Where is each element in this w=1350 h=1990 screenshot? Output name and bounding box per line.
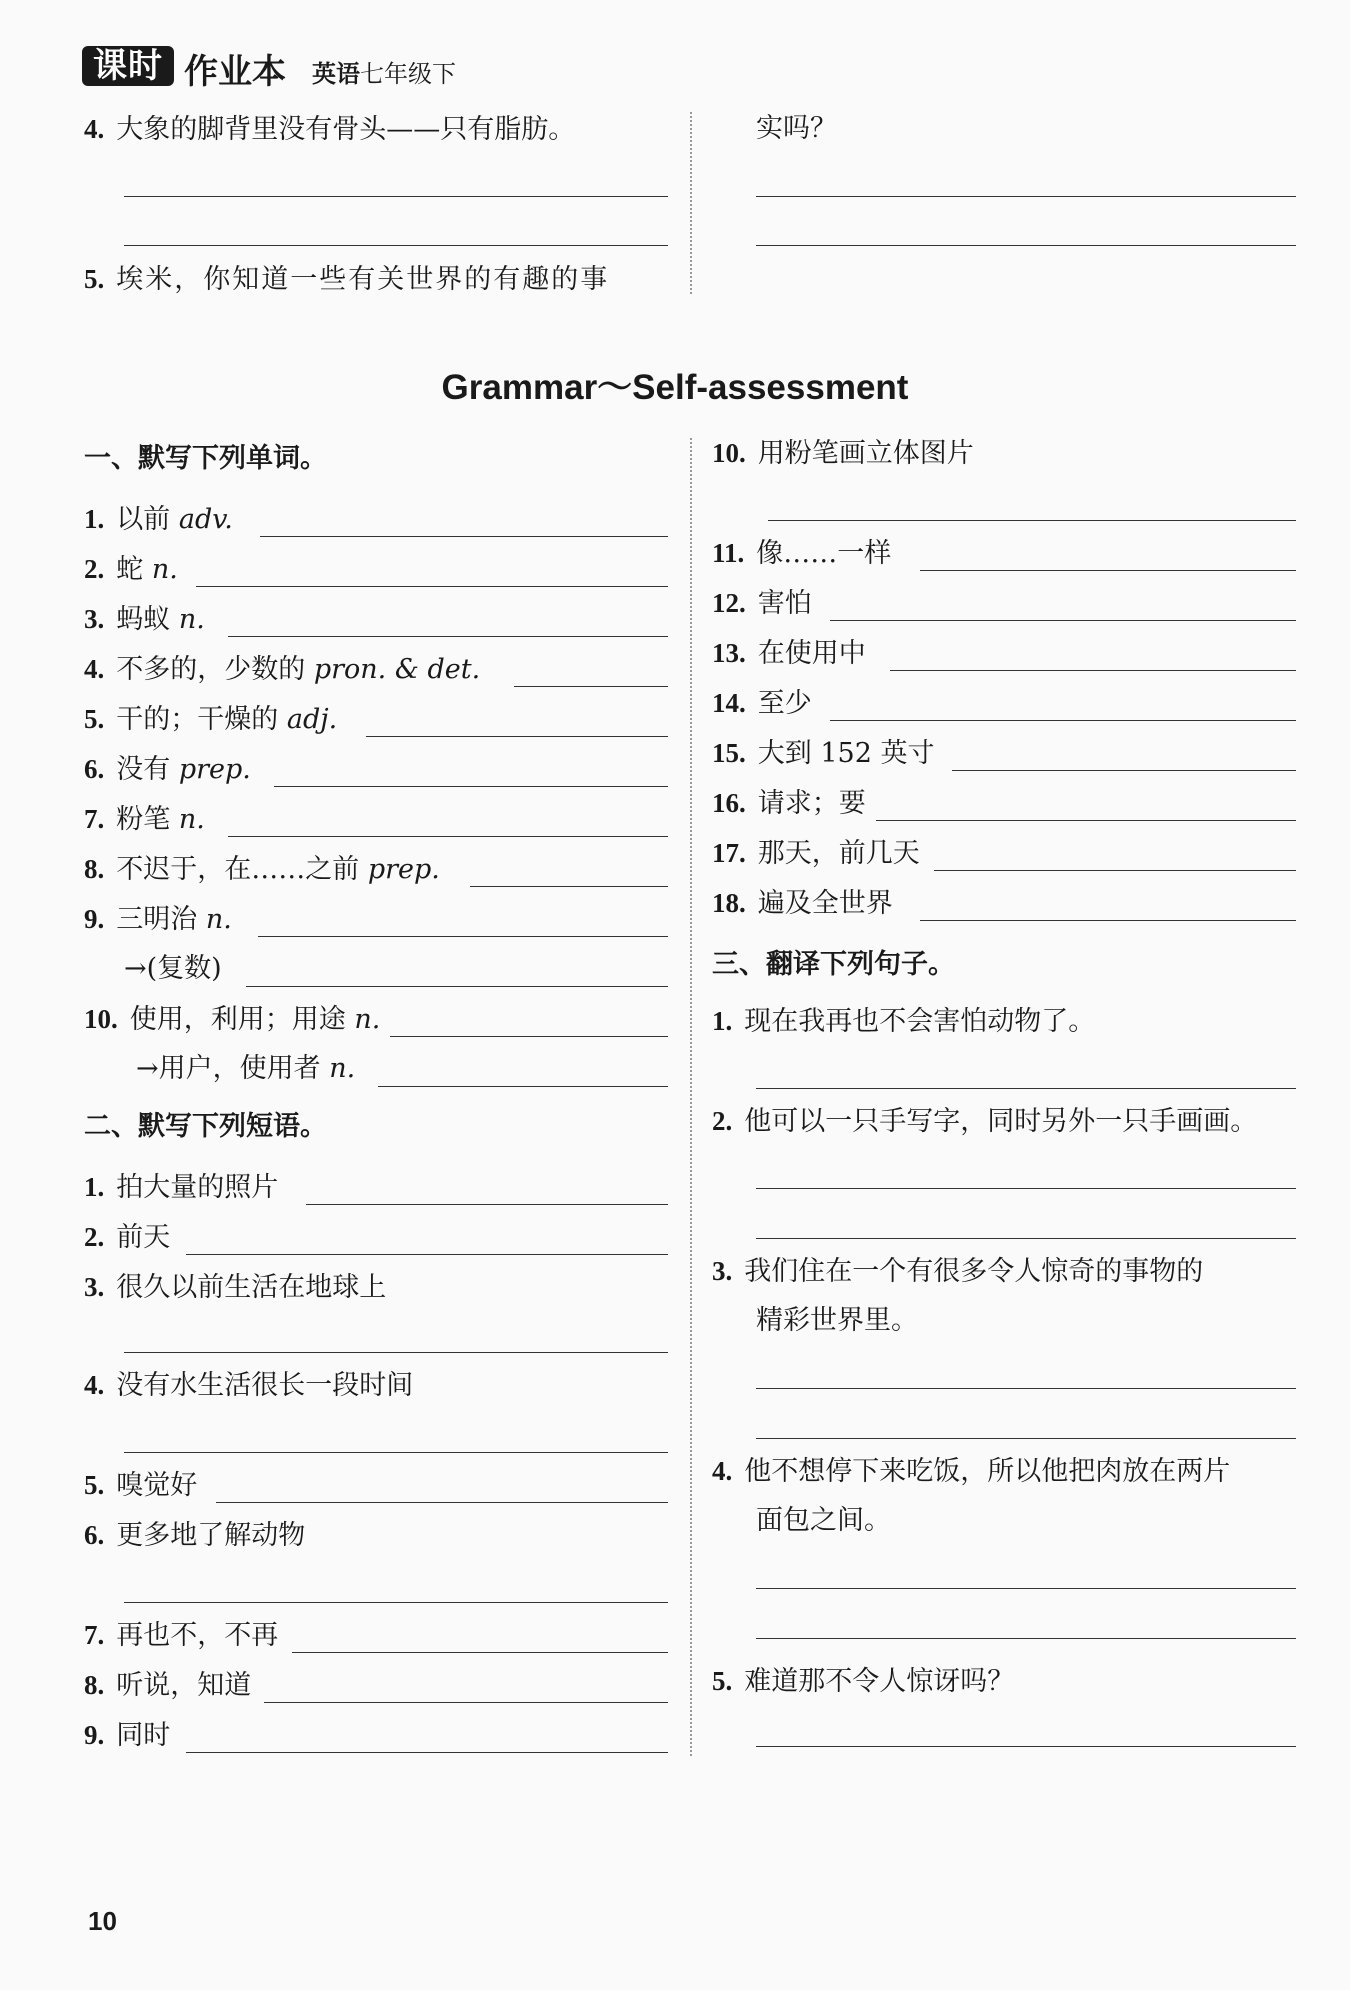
top-q4 <box>84 110 575 149</box>
sentence-item: 4. 他不想停下来吃饭，所以他把肉放在两片 <box>712 1456 1231 1487</box>
sentence-item-cont: 精彩世界里。 <box>756 1305 918 1336</box>
book-title: 作业本 <box>184 52 286 92</box>
answer-line[interactable] <box>756 1388 1296 1389</box>
phrase-item: 13. 在使用中 <box>712 638 866 669</box>
answer-line[interactable] <box>196 586 668 587</box>
sentence-item: 1. 现在我再也不会害怕动物了。 <box>712 1006 1096 1037</box>
answer-line[interactable] <box>934 870 1296 871</box>
phrase-item: 2. 前天 <box>84 1222 171 1253</box>
phrase-item: 4. 没有水生活很长一段时间 <box>84 1370 414 1401</box>
answer-line[interactable] <box>264 1702 668 1703</box>
answer-line[interactable] <box>228 636 668 637</box>
phrase-item: 16. 请求；要 <box>712 788 866 819</box>
word-item: 10. 使用，利用；用途 n. <box>84 1004 381 1035</box>
answer-line[interactable] <box>514 686 668 687</box>
brand-logo: 课时 <box>82 46 174 86</box>
answer-line[interactable] <box>830 720 1296 721</box>
column-divider-main <box>690 438 692 1756</box>
word-item: 4. 不多的，少数的 pron. & det. <box>84 654 481 685</box>
section-title: Grammar～Self-assessment <box>441 368 909 407</box>
q-text: 大象的脚背里没有骨头——只有脂肪。 <box>116 114 576 145</box>
answer-line[interactable] <box>470 886 668 887</box>
phrase-item: 1. 拍大量的照片 <box>84 1172 279 1203</box>
answer-line[interactable] <box>756 1238 1296 1239</box>
phrase-item: 8. 听说，知道 <box>84 1670 252 1701</box>
phrase-item: 12. 害怕 <box>712 588 812 619</box>
word-item: 6. 没有 prep. <box>84 754 251 785</box>
answer-line[interactable] <box>186 1752 668 1753</box>
answer-line[interactable] <box>756 1088 1296 1089</box>
answer-line[interactable] <box>390 1036 668 1037</box>
answer-line[interactable] <box>890 670 1296 671</box>
answer-line[interactable] <box>216 1502 668 1503</box>
subject: 英语 <box>312 60 360 88</box>
answer-line[interactable] <box>186 1254 668 1255</box>
word-item: 9. 三明治 n. <box>84 904 232 935</box>
answer-line[interactable] <box>952 770 1296 771</box>
answer-line[interactable] <box>246 986 668 987</box>
word-item: 3. 蚂蚁 n. <box>84 604 205 635</box>
answer-line[interactable] <box>756 1638 1296 1639</box>
answer-line[interactable] <box>756 1438 1296 1439</box>
answer-line[interactable] <box>366 736 668 737</box>
grade: 七年级下 <box>360 60 456 88</box>
sentence-item: 5. 难道那不令人惊讶吗？ <box>712 1666 1015 1697</box>
answer-line[interactable] <box>274 786 668 787</box>
phrase-item: 14. 至少 <box>712 688 812 719</box>
answer-line[interactable] <box>260 536 668 537</box>
answer-line[interactable] <box>756 245 1296 246</box>
word-item: 1. 以前 adv. <box>84 504 233 535</box>
part1-heading: 一、默写下列单词。 <box>84 443 327 474</box>
answer-line[interactable] <box>124 245 668 246</box>
phrase-item: 15. 大到 152 英寸 <box>712 738 935 769</box>
phrase-item: 6. 更多地了解动物 <box>84 1520 306 1551</box>
word-item: 2. 蛇 n. <box>84 554 178 585</box>
q-number: 5. <box>84 264 105 294</box>
part3-heading: 三、翻译下列句子。 <box>712 949 955 980</box>
phrase-item: 17. 那天，前几天 <box>712 838 920 869</box>
word-item-derived: →用户，使用者 n. <box>136 1053 356 1084</box>
sentence-item: 3. 我们住在一个有很多令人惊奇的事物的 <box>712 1256 1204 1287</box>
answer-line[interactable] <box>756 1746 1296 1747</box>
q-number: 4. <box>84 114 105 144</box>
answer-line[interactable] <box>124 196 668 197</box>
answer-line[interactable] <box>920 920 1296 921</box>
answer-line[interactable] <box>756 1188 1296 1189</box>
phrase-item: 5. 嗅觉好 <box>84 1470 198 1501</box>
answer-line[interactable] <box>830 620 1296 621</box>
phrase-item: 11. 像……一样 <box>712 538 892 569</box>
answer-line[interactable] <box>920 570 1296 571</box>
phrase-item: 18. 遍及全世界 <box>712 888 893 919</box>
phrase-item: 9. 同时 <box>84 1720 171 1751</box>
answer-line[interactable] <box>258 936 668 937</box>
page-number: 10 <box>88 1906 117 1936</box>
answer-line[interactable] <box>306 1204 668 1205</box>
answer-line[interactable] <box>876 820 1296 821</box>
answer-line[interactable] <box>124 1352 668 1353</box>
top-q5 <box>84 260 609 299</box>
phrase-item: 3. 很久以前生活在地球上 <box>84 1272 387 1303</box>
phrase-item: 10. 用粉笔画立体图片 <box>712 438 974 469</box>
answer-line[interactable] <box>228 836 668 837</box>
answer-line[interactable] <box>292 1652 668 1653</box>
word-item: 7. 粉笔 n. <box>84 804 205 835</box>
word-item-derived: →(复数) <box>124 953 222 984</box>
column-divider-top <box>690 112 692 294</box>
word-item: 5. 干的；干燥的 adj. <box>84 704 338 735</box>
sentence-item: 2. 他可以一只手写字，同时另外一只手画画。 <box>712 1106 1258 1137</box>
answer-line[interactable] <box>756 1588 1296 1589</box>
answer-line[interactable] <box>124 1452 668 1453</box>
answer-line[interactable] <box>378 1086 668 1087</box>
sentence-item-cont: 面包之间。 <box>756 1505 891 1536</box>
top-q5-continued: 实吗？ <box>756 113 837 144</box>
answer-line[interactable] <box>756 196 1296 197</box>
word-item: 8. 不迟于，在……之前 prep. <box>84 854 440 885</box>
phrase-item: 7. 再也不，不再 <box>84 1620 279 1651</box>
subject-grade <box>312 54 456 89</box>
answer-line[interactable] <box>768 520 1296 521</box>
q-text: 埃米，你知道一些有关世界的有趣的事 <box>116 264 610 295</box>
answer-line[interactable] <box>124 1602 668 1603</box>
part2-heading: 二、默写下列短语。 <box>84 1111 327 1142</box>
